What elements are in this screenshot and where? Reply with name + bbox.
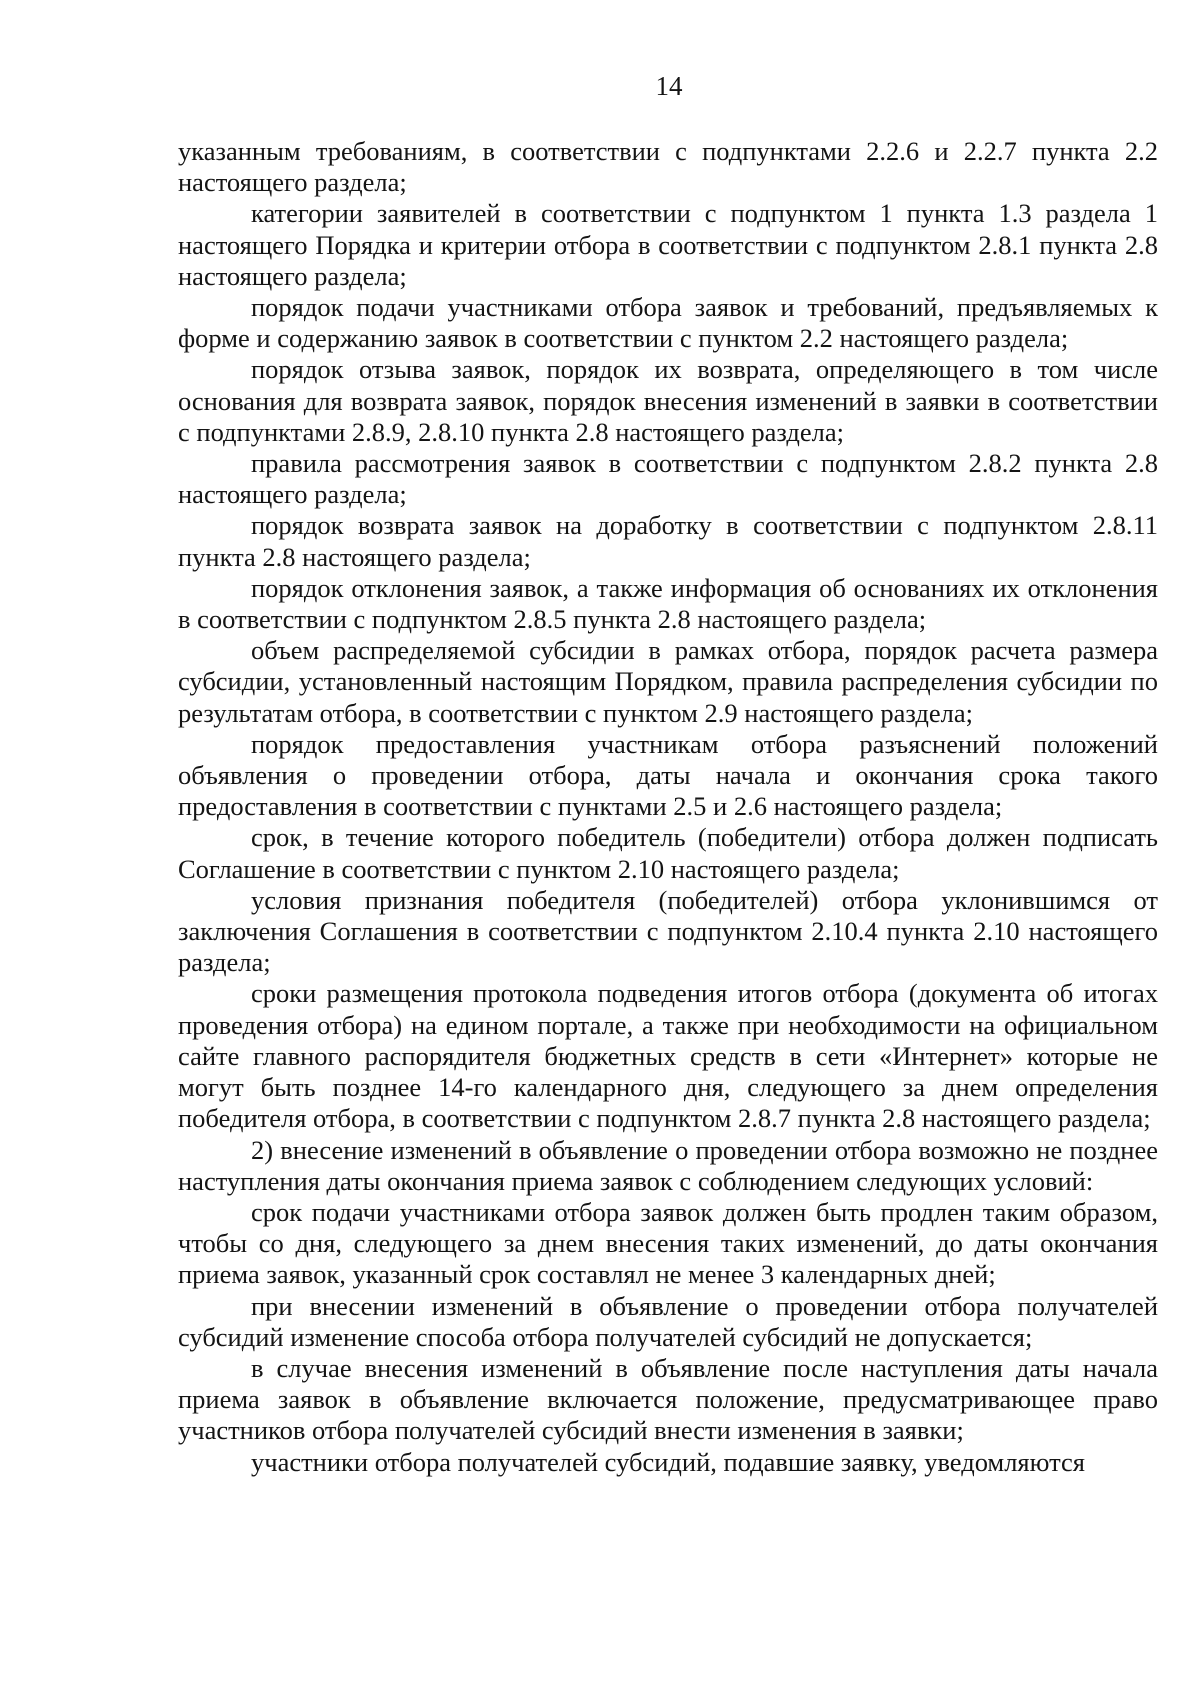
paragraph-deadline-extension: срок подачи участниками отбора заявок должен быть продлен таким образом, чтобы со дня, следующего за днем внесения таких изменений, до даты окончания приема заявок, указанный срок составлял не менее 3 календарных дней; <box>178 1196 1158 1290</box>
paragraph-review-rules: правила рассмотрения заявок в соответствии с подпунктом 2.8.2 пункта 2.8 настоящего раздела; <box>178 448 1158 510</box>
document-body <box>178 136 1158 1478</box>
paragraph-clarifications: порядок предоставления участникам отбора разъяснений положений объявления о проведении отбора, даты начала и окончания срока такого предоставления в соответствии с пунктами 2.5 и 2.6 настоящего раздела; <box>178 728 1158 822</box>
paragraph-applicant-categories: категории заявителей в соответствии с подпунктом 1 пункта 1.3 раздела 1 настоящего Порядка и критерии отбора в соответствии с подпунктом 2.8.1 пункта 2.8 настоящего раздела; <box>178 198 1158 291</box>
paragraph-subsidy-volume: объем распределяемой субсидии в рамках отбора, порядок расчета размера субсидии, установленный настоящим Порядком, правила распределения субсидии по результатам отбора, в соответствии с пунктом 2.9 настоящего раздела; <box>178 635 1158 728</box>
paragraph-return-for-revision: порядок возврата заявок на доработку в соответствии с подпунктом 2.8.11 пункта 2.8 настоящего раздела; <box>178 510 1158 572</box>
paragraph-application-changes-right: в случае внесения изменений в объявление после наступления даты начала приема заявок в объявление включается положение, предусматривающее право участников отбора получателей субсидий внести изменения в заявки; <box>178 1352 1158 1446</box>
paragraph-participants-notified: участники отбора получателей субсидий, подавшие заявку, уведомляются <box>251 1446 1085 1477</box>
paragraph-protocol-publication: сроки размещения протокола подведения итогов отбора (документа об итогах проведения отбора) на едином портале, а также при необходимости на официальном сайте главного распорядителя бюджетных средств в сети «Интернет» которые не могут быть позднее 14-го календарного дня, следующего за днем определения победителя отбора, в соответствии с подпунктом 2.8.7 пункта 2.8 настоящего раздела; <box>178 978 1158 1134</box>
page-number: 14 <box>655 71 683 101</box>
paragraph-continuation: указанным требованиям, в соответствии с подпунктами 2.2.6 и 2.2.7 пункта 2.2 настоящего раздела; <box>178 136 1158 198</box>
paragraph-submission-procedure: порядок подачи участниками отбора заявок и требований, предъявляемых к форме и содержанию заявок в соответствии с пунктом 2.2 настоящего раздела; <box>178 292 1158 354</box>
paragraph-agreement-deadline: срок, в течение которого победитель (победители) отбора должен подписать Соглашение в соответствии с пунктом 2.10 настоящего раздела; <box>178 822 1158 884</box>
paragraph-withdrawal-procedure: порядок отзыва заявок, порядок их возврата, определяющего в том числе основания для возврата заявок, порядок внесения изменений в заявки в соответствии с подпунктами 2.8.9, 2.8.10 пункта 2.8 настоящего раздела; <box>178 354 1158 447</box>
paragraph-evasion-conditions: условия признания победителя (победителей) отбора уклонившимся от заключения Соглашения в соответствии с подпунктом 2.10.4 пункта 2.10 настоящего раздела; <box>178 884 1158 978</box>
paragraph-method-change-prohibited: при внесении изменений в объявление о проведении отбора получателей субсидий изменение способа отбора получателей субсидий не допускается; <box>178 1290 1158 1352</box>
paragraph-announcement-changes: 2) внесение изменений в объявление о проведении отбора возможно не позднее наступления даты окончания приема заявок с соблюдением следующих условий: <box>178 1134 1158 1196</box>
paragraph-rejection-procedure: порядок отклонения заявок, а также информация об основаниях их отклонения в соответствии с подпунктом 2.8.5 пункта 2.8 настоящего раздела; <box>178 572 1158 635</box>
